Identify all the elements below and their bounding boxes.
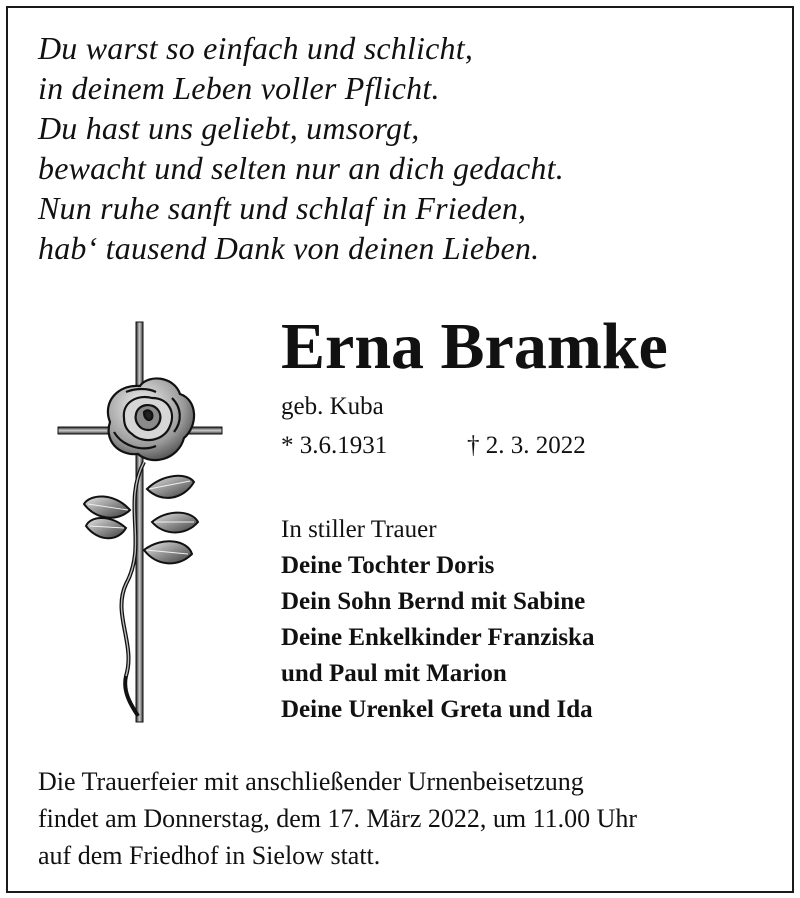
poem-line: Du warst so einfach und schlicht,	[38, 30, 474, 66]
maiden-name: geb. Kuba	[281, 393, 384, 420]
mourners-block	[281, 512, 594, 728]
poem-line: in deinem Leben voller Pflicht.	[38, 70, 440, 106]
funeral-line: findet am Donnerstag, dem 17. März 2022, um 11.00 Uhr	[38, 804, 638, 833]
cross-with-rose-icon	[52, 314, 228, 726]
mourner-line: und Paul mit Marion	[281, 660, 507, 687]
poem-line: bewacht und selten nur an dich gedacht.	[38, 150, 564, 186]
deceased-name: Erna Bramke	[281, 310, 668, 383]
mourner-line: Deine Urenkel Greta und Ida	[281, 696, 593, 723]
funeral-line: Die Trauerfeier mit anschließender Urnenbeisetzung	[38, 767, 584, 796]
poem-line: hab‘ tausend Dank von deinen Lieben.	[38, 230, 540, 266]
mourner-line: Deine Enkelkinder Franziska	[281, 624, 595, 651]
memorial-poem	[38, 28, 758, 268]
poem-line: Du hast uns geliebt, umsorgt,	[38, 110, 420, 146]
funeral-line: auf dem Friedhof in Sielow statt.	[38, 841, 381, 870]
mourner-line: Deine Tochter Doris	[281, 552, 495, 579]
mourners-intro: In stiller Trauer	[281, 516, 437, 543]
death-date: † 2. 3. 2022	[467, 432, 586, 459]
funeral-notice	[38, 763, 768, 874]
poem-line: Nun ruhe sanft und schlaf in Frieden,	[38, 190, 527, 226]
mourner-line: Dein Sohn Bernd mit Sabine	[281, 588, 586, 615]
birth-date: * 3.6.1931	[281, 432, 388, 459]
